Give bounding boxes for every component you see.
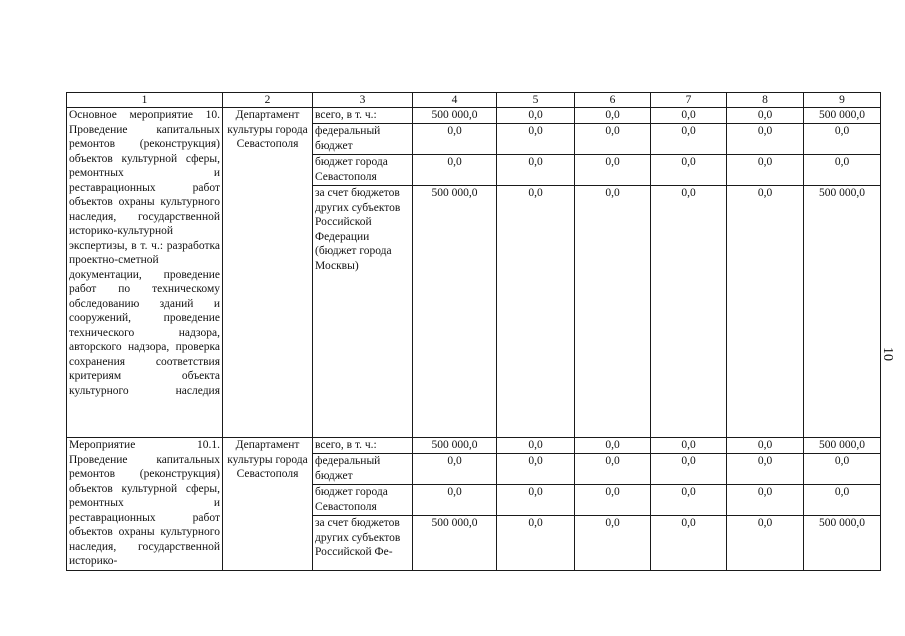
table-cell: 0,0: [413, 155, 497, 186]
table-row: [67, 438, 881, 454]
funding-source: бюджет города Севастополя: [313, 155, 413, 186]
table-cell: 0,0: [497, 516, 575, 571]
table-cell: 0,0: [727, 108, 804, 124]
funding-source: за счет бюджетов других субъектов Российской Федерации (бюджет города Москвы): [313, 186, 413, 438]
table-cell: 0,0: [575, 516, 651, 571]
table-cell: 0,0: [727, 124, 804, 155]
table-cell: 0,0: [727, 454, 804, 485]
table-cell: 500 000,0: [413, 186, 497, 438]
table-cell: 0,0: [497, 485, 575, 516]
table-cell: 0,0: [651, 454, 727, 485]
table-cell: 0,0: [497, 438, 575, 454]
table-cell: 0,0: [651, 124, 727, 155]
table-cell: 500 000,0: [804, 186, 881, 438]
column-number: 8: [727, 93, 804, 108]
table-cell: 0,0: [804, 155, 881, 186]
table-cell: 0,0: [727, 485, 804, 516]
table-header-row: [67, 93, 881, 108]
table-cell: 500 000,0: [804, 438, 881, 454]
column-number: 4: [413, 93, 497, 108]
table-cell: 0,0: [497, 155, 575, 186]
table-cell: 0,0: [575, 438, 651, 454]
table-cell: 0,0: [651, 186, 727, 438]
funding-source: бюджет города Севастополя: [313, 485, 413, 516]
column-number: 9: [804, 93, 881, 108]
responsible-executor: Департамент культуры города Севастополя: [223, 108, 313, 438]
column-number: 5: [497, 93, 575, 108]
table-cell: 0,0: [651, 438, 727, 454]
column-number: 3: [313, 93, 413, 108]
funding-source: федеральный бюджет: [313, 454, 413, 485]
table-cell: 0,0: [651, 108, 727, 124]
table-row: [67, 108, 881, 124]
table-cell: 0,0: [575, 485, 651, 516]
table-cell: 0,0: [651, 155, 727, 186]
funding-source: всего, в т. ч.:: [313, 438, 413, 454]
table-cell: 0,0: [727, 516, 804, 571]
table-cell: 0,0: [727, 438, 804, 454]
table-cell: 0,0: [727, 155, 804, 186]
table-cell: 0,0: [413, 485, 497, 516]
table-cell: 0,0: [497, 186, 575, 438]
column-number: 7: [651, 93, 727, 108]
table-cell: 0,0: [413, 454, 497, 485]
table-cell: 0,0: [497, 124, 575, 155]
table-cell: 0,0: [651, 485, 727, 516]
column-number: 2: [223, 93, 313, 108]
activity-description: Основное мероприятие 10. Проведение капитальных ремонтов (реконструкция) объектов культурной сферы, ремонтных и реставрационных работ объектов охраны культурного наследия, государственной историко-культурной экспертизы, в т. ч.: разработка проектно-сметной документации, проведение работ по техническому обследованию зданий и сооружений, проведение технического надзора, авторского надзора, проверка сохранения соответствия критериям объекта культурного наследия: [67, 108, 223, 438]
table-cell: 0,0: [575, 124, 651, 155]
table-cell: 0,0: [804, 454, 881, 485]
table-cell: 0,0: [497, 454, 575, 485]
table-cell: 500 000,0: [413, 516, 497, 571]
table-cell: 0,0: [413, 124, 497, 155]
funding-source: за счет бюджетов других субъектов Российской Фе-: [313, 516, 413, 571]
column-number: 1: [67, 93, 223, 108]
table-cell: 500 000,0: [804, 516, 881, 571]
table-cell: 0,0: [575, 186, 651, 438]
page-number: 10: [880, 347, 895, 361]
column-number: 6: [575, 93, 651, 108]
table-cell: 0,0: [575, 155, 651, 186]
activity-description: Мероприятие 10.1. Проведение капитальных ремонтов (реконструкция) объектов культурной сферы, ремонтных и реставрационных работ объектов охраны культурного наследия, государственной историко-: [67, 438, 223, 571]
table-cell: 0,0: [575, 454, 651, 485]
table-cell: 500 000,0: [413, 438, 497, 454]
funding-source: федеральный бюджет: [313, 124, 413, 155]
table-cell: 0,0: [804, 485, 881, 516]
budget-table: [66, 92, 881, 571]
funding-source: всего, в т. ч.:: [313, 108, 413, 124]
table-cell: 0,0: [497, 108, 575, 124]
responsible-executor: Департамент культуры города Севастополя: [223, 438, 313, 571]
table-cell: 500 000,0: [804, 108, 881, 124]
table-cell: 0,0: [575, 108, 651, 124]
table-cell: 0,0: [804, 124, 881, 155]
table-cell: 0,0: [727, 186, 804, 438]
table-cell: 500 000,0: [413, 108, 497, 124]
table-cell: 0,0: [651, 516, 727, 571]
